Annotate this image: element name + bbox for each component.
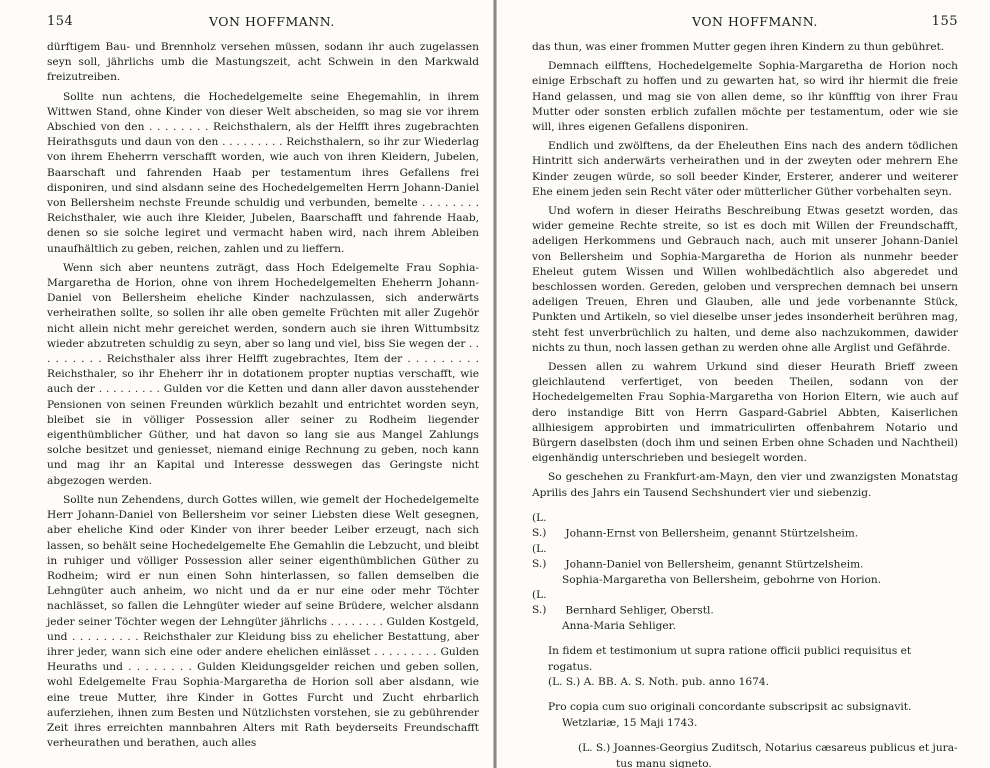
signature-block xyxy=(532,511,958,634)
left-page xyxy=(0,0,493,768)
paragraph: Dessen allen zu wahrem Urkund sind dieser Heurath Brieff zween gleichlautend verfertiget, von beeden Theilen, sodann von der Hochedelgemelten Frau Sophia-Margaretha von Horion Eltern, wie auch auf dero instandige Bitt von Herrn Gaspard-Gabriel Abbten, Kaiserlichen allhiesigem approbirten und immatriculirten offenbahrem Notario und Bürgern daselbsten (doch ihm und seinen Erben ohne Schaden und Nachtheil) eigenhändig unterschrieben und besiegelt worden. xyxy=(532,361,958,465)
left-page-body xyxy=(47,40,479,751)
notary-line: (L. S.) Joannes-Georgius Zuditsch, Notarius cæsareus publicus et jura- xyxy=(578,742,958,755)
signature-row xyxy=(532,588,958,619)
signature-row xyxy=(532,511,958,542)
signatory: Johann-Daniel von Bellersheim, genannt Stürtzelsheim. xyxy=(565,558,864,571)
paragraph: das thun, was einer frommen Mutter gegen ihren Kindern zu thun gebühret. xyxy=(532,41,945,53)
right-page-body xyxy=(532,40,958,501)
right-page-header xyxy=(532,14,958,36)
signatory: Anna-Maria Sehliger. xyxy=(562,619,676,632)
copy-note-line: Pro copia cum suo originali concordante subscripsit ac subsignavit. xyxy=(548,701,912,714)
paragraph: Endlich und zwölftens, da der Eheleuthen Eins nach des andern tödlichen Hintritt sich anderwärts verheirathen und in der zweyten oder mehrern Ehe Kinder zeugen würde, so soll beeder Kinder, Ersterer, anderer und weiterer Ehe einem jeden sein Recht väter oder mütterlicher Güther vorbehalten seyn. xyxy=(532,140,958,198)
notary-line: tus manu signeto. xyxy=(616,757,712,768)
seal-mark: (L. S.) xyxy=(532,511,547,540)
signature-row xyxy=(532,542,958,573)
left-page-header xyxy=(47,14,479,36)
left-page-number: 154 xyxy=(47,14,74,29)
signatory: Sophia-Margaretha von Bellersheim, gebohrne von Horion. xyxy=(562,573,882,586)
attestation xyxy=(532,644,958,690)
right-page xyxy=(497,0,990,768)
attestation-line: In fidem et testimonium ut supra ratione officii publici requisitus et rogatus. xyxy=(548,645,912,673)
right-running-title: VON HOFFMANN. xyxy=(692,14,818,29)
left-running-title: VON HOFFMANN. xyxy=(209,14,335,29)
paragraph: Demnach eilfftens, Hochedelgemelte Sophia-Margaretha de Horion noch einige Erbschaft zu hoffen und zu gewarten hat, so wird ihr hiermit die freie Hand gelassen, und mag sie von allen deme, so ihr künfftig von ihrer Frau Mutter oder sonsten erblich zufallen möchte per testamentum, oder wie sie will, ihres eigenen Gefallens disponiren. xyxy=(532,60,958,134)
seal-mark: (L. S.) xyxy=(532,588,547,617)
notary-subscription xyxy=(532,741,958,768)
right-page-number: 155 xyxy=(931,14,958,29)
signatory: Bernhard Sehliger, Oberstl. xyxy=(565,604,714,617)
paragraph: So geschehen zu Frankfurt-am-Mayn, den vier und zwanzigsten Monatstag Aprilis des Jahrs ein Tausend Sechshundert vier und siebenzig. xyxy=(532,471,958,499)
paragraph: Und wofern in dieser Heiraths Beschreibung Etwas gesetzt worden, das wider gemeine Rechte streite, so ist es doch mit Willen der Freundschafft, adeligen Herkommens und Gebrauch nach, auch mit unserer Johann-Daniel von Bellersheim und Sophia-Margaretha de Horion als nunmehr beeder Eheleut gutem Wissen und Willen wohlbedächtlich also abgeredet und beschlossen worden. Gereden, geloben und versprechen demnach bei unsern adeligen Treuen, Ehren und Glauben, alle und jede vorbenannte Stück, Punkten und Artikeln, so viel dieselbe unser jedes insonderheit berühren mag, steht fest unverbrüchlich zu halten, und deme also nachzukommen, dawider nichts zu thun, noch lassen gethan zu werden ohne alle Arglist und Gefährde. xyxy=(532,205,958,354)
copy-note-date: Wetzlariæ, 15 Maji 1743. xyxy=(562,716,698,729)
paragraph: Sollte nun achtens, die Hochedelgemelte seine Ehegemahlin, in ihrem Wittwen Stand, ohne Kinder von dieser Welt abscheiden, so mag sie vor ihrem Abschied von den . . . . . . . . Reichsthalern, als der Helfft ihres zugebrachten Heirathsguts und daun von den . . . . . . . . . Reichsthalern, so ihr zur Wiederlag von ihrem Eheherrn verschafft worden, wie auch von ihren Kleidern, Jubelen, Baarschaft und fahrenden Haab per testamentum ihres Gefallens frei disponiren, und sind alsdann seine des Hochedelgemelten Herrn Johann-Daniel von Bellersheim nechste Freunde schuldig und verbunden, bemelte . . . . . . . . Reichsthaler, wie auch ihre Kleider, Jubelen, Baarschafft und fahrende Haab, denen so sie solche legiret und vermacht haben wird, nach ihrem Ableiben unaufhältlich zu geben, reichen, zahlen und zu lieffern. xyxy=(47,90,479,255)
paragraph: dürftigem Bau- und Brennholz versehen müssen, sodann ihr auch zugelassen seyn soll, jährlichs umb die Mastungszeit, acht Schwein in den Markwald freizutreiben. xyxy=(47,41,479,84)
paragraph: Wenn sich aber neuntens zuträgt, dass Hoch Edelgemelte Frau Sophia-Margaretha de Horion, ohne von ihrem Hochedelgemelten Eheherrn Johann-Daniel von Bellersheim eheliche Kinder nachzulassen, sich anderwärts verheirathen sollte, so sollen ihr alle oben gemelte Früchten mit aller Zugehör nicht allein nicht mehr gereichet werden, sondern auch sie ihren Wittumbsitz wieder abzutreten schuldig zu seyn, aber so lang und viel, biss Sie wegen der . . . . . . . . . Reichsthaler alss ihrer Helfft zugebrachtes, Item der . . . . . . . . . Reichsthaler, so ihr Eheherr ihr in dotationem propter nuptias verschafft, wie auch der . . . . . . . . . Gulden vor die Ketten und dann aller davon ausstehender Pensionen von seinen Freunden würklich bezahlt und entrichtet worden seyn, bleibet sie in völliger Possession aller seiner zu Rodheim liegender eigenthümblicher Güther, und hat davon so lang sie aus Mangel Zahlungs solche besitzet und geniesset, niemand einige Rechnung zu geben, noch kann und mag ihr an Kapital und Interesse desswegen das Geringste nicht abgezogen werden. xyxy=(47,261,479,487)
copy-note xyxy=(532,700,958,731)
paragraph: Sollte nun Zehendens, durch Gottes willen, wie gemelt der Hochedelgemelte Herr Johann-Daniel von Bellersheim vor seiner Liebsten diese Welt gesegnen, aber eheliche Kind oder Kinder von ihrer beeder Leiber erzeugt, nach sich lassen, so behält seine Hochedelgemelte Ehe Gemahlin die Lebzucht, und bleibt in ruhiger und völliger Possession aller seiner eigenthümblichen Güther zu Rodheim; wird er nun einen Sohn hinterlassen, so fallen demselben die Lehngüter auch anheim, wo nicht und da er nur eine oder mehr Töchter nachlässet, so fallen die Lehngüter wieder auf seine Brüdere, welcher alsdann jeder seiner Töchter wegen der Lehngüter jährlichs . . . . . . . . Gulden Kostgeld, und . . . . . . . . . Reichsthaler zur Kleidung biss zu ehelicher Bestattung, aber ihrer jeder, wann sich eine oder andere ehelichen einlässet . . . . . . . . . Gulden Heuraths und . . . . . . . . Gulden Kleidungsgelder reichen und geben sollen, wohl Edelgemelte Frau Sophia-Margaretha de Horion soll aber alsdann, wie eine treue Mutter, ihre Kinder in Gottes Furcht und Zucht ehrbarlich auferziehen, ihnen zum Besten und Nützlichsten vorstehen, sie zu gebührender Zeit ihres erreichten mannbahren Alters mit Rath beyderseits Freundschafft verheurathen und berathen, auch alles xyxy=(47,493,479,750)
seal-mark: (L. S.) xyxy=(532,542,547,571)
signatory: Johann-Ernst von Bellersheim, genannt Stürtzelsheim. xyxy=(565,527,859,540)
attestation-line: (L. S.) A. BB. A. S. Noth. pub. anno 1674. xyxy=(548,675,769,688)
